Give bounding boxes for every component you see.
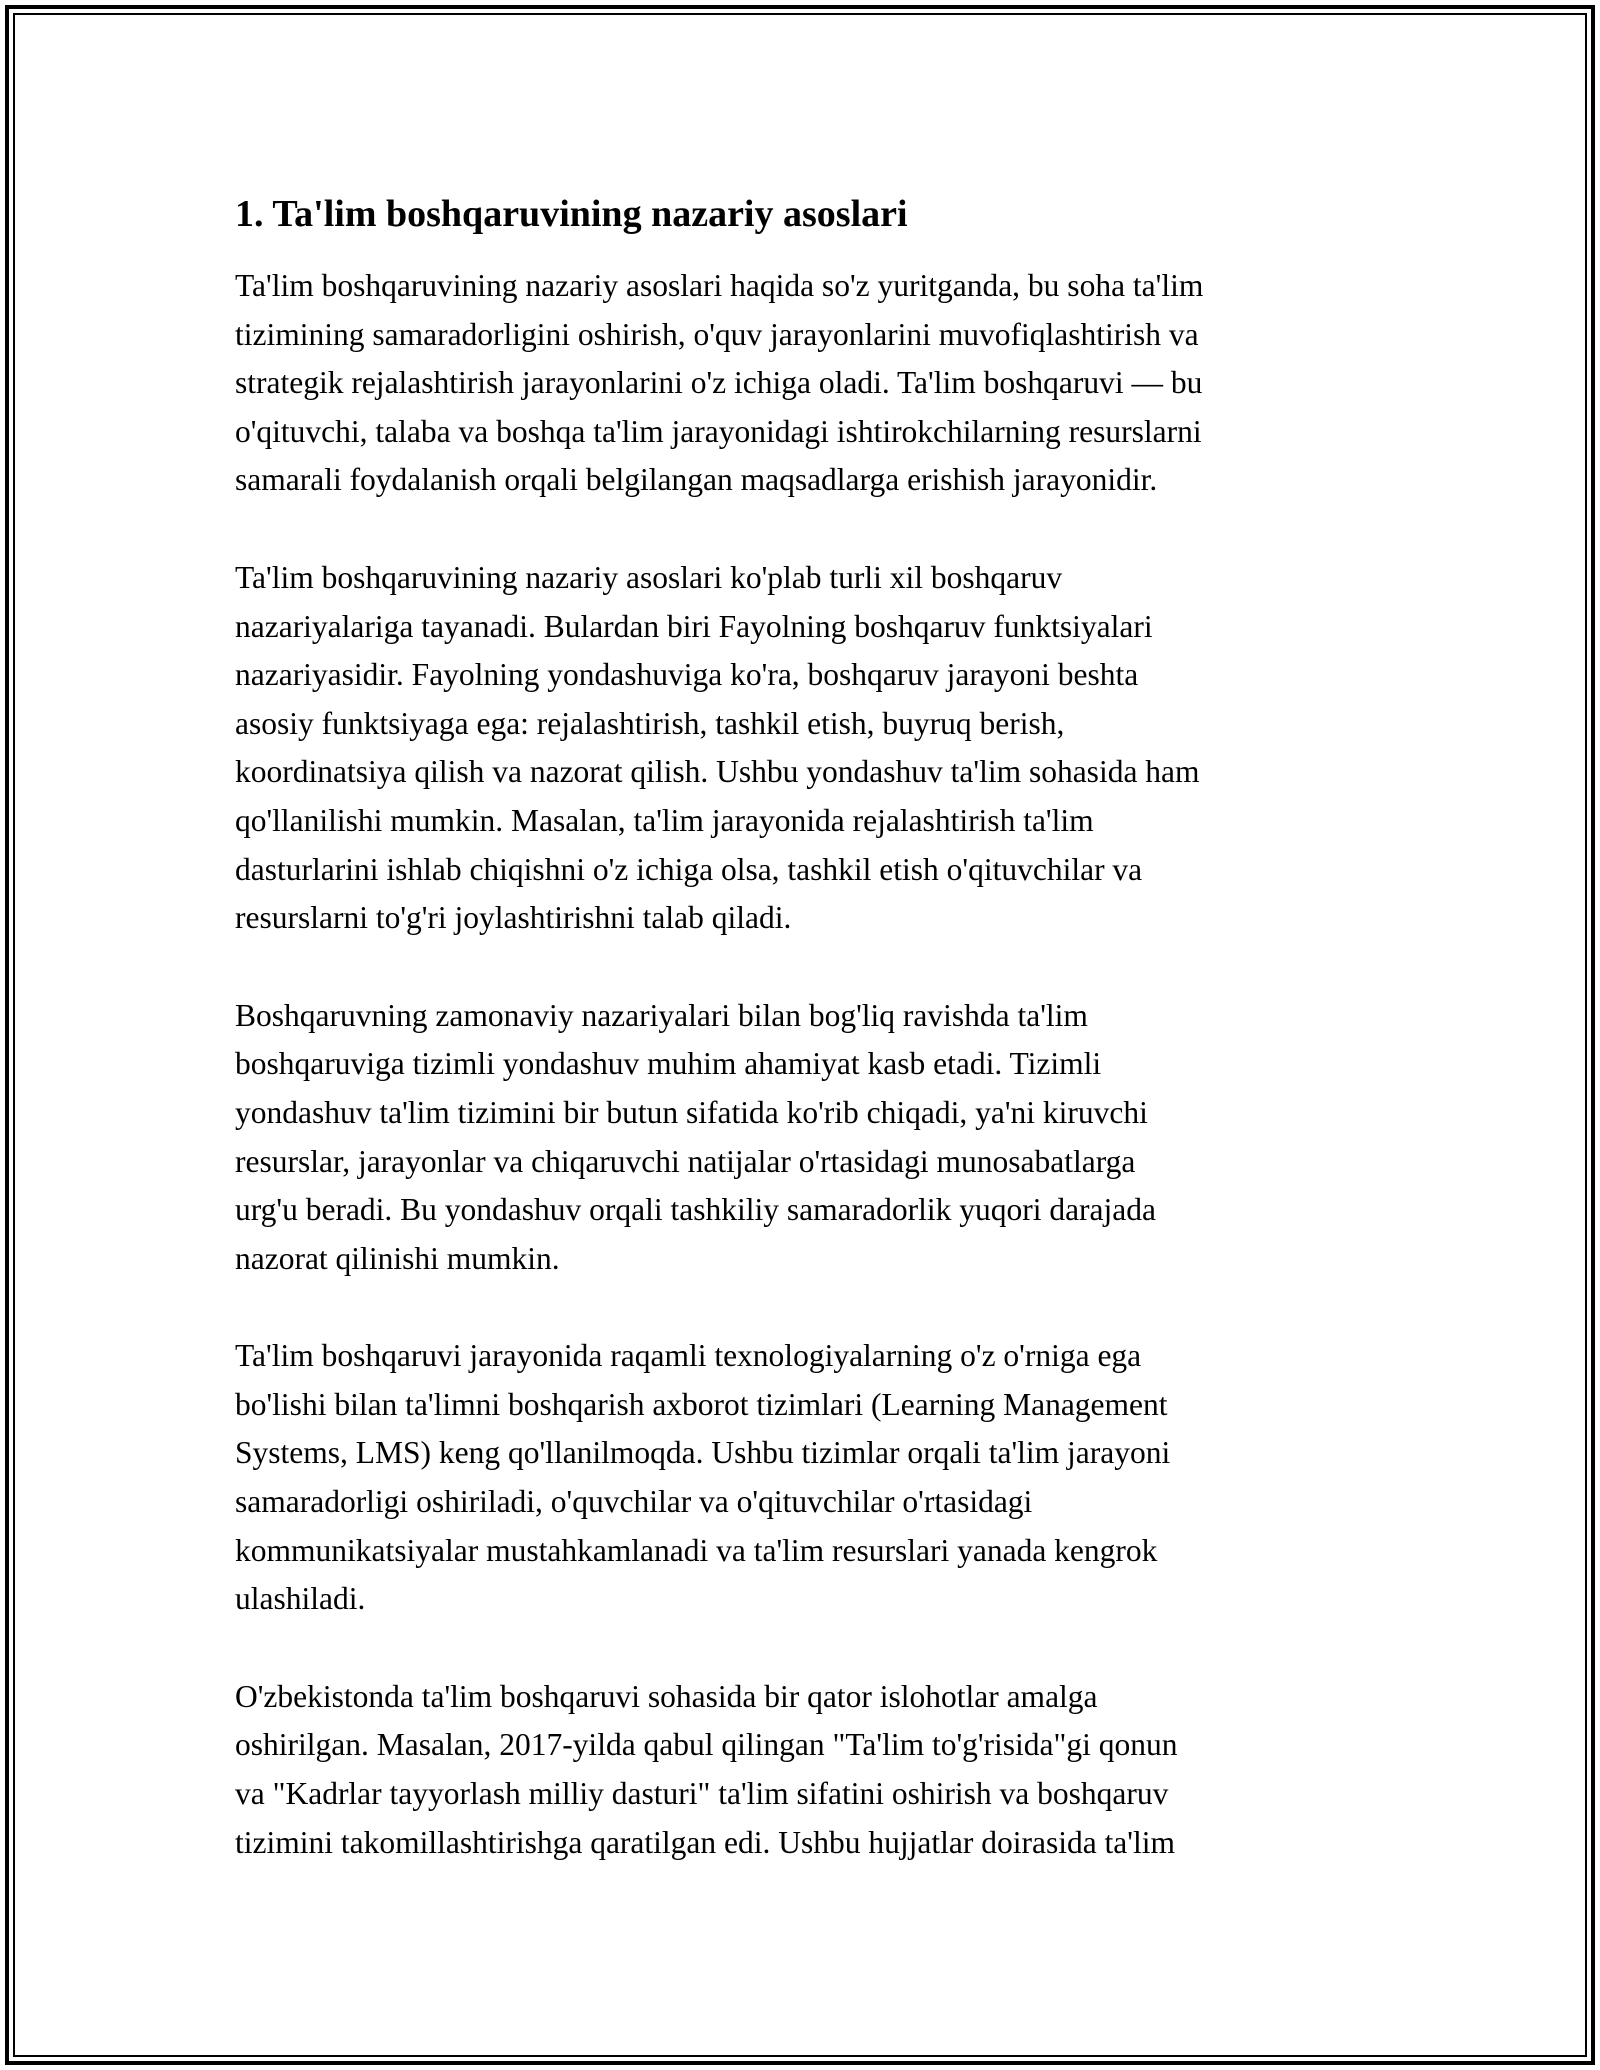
text-line: tizimining samaradorligini oshirish, o'quv jarayonlarini muvofiqlashtirish va [235,316,1199,352]
paragraph-4 [235,1332,1385,1624]
text-line: nazariyasidir. Fayolning yondashuviga ko'ra, boshqaruv jarayoni beshta [235,657,1139,693]
text-line: Ta'lim boshqaruvi jarayonida raqamli texnologiyalarning o'z o'rniga ega [235,1338,1142,1374]
text-line: boshqaruviga tizimli yondashuv muhim ahamiyat kasb etadi. Tizimli [235,1046,1102,1082]
text-line: yondashuv ta'lim tizimini bir butun sifatida ko'rib chiqadi, ya'ni kiruvchi [235,1094,1148,1130]
section-heading: 1. Ta'lim boshqaruvining nazariy asoslari [235,193,908,235]
text-line: oshirilgan. Masalan, 2017-yilda qabul qilingan "Ta'lim to'g'risida"gi qonun [235,1727,1178,1763]
text-line: koordinatsiya qilish va nazorat qilish. Ushbu yondashuv ta'lim sohasida ham [235,754,1200,790]
text-line: Ta'lim boshqaruvining nazariy asoslari haqida so'z yuritganda, bu soha ta'lim [235,268,1204,303]
text-line: resurslarni to'g'ri joylashtirishni talab qiladi. [235,900,792,936]
text-line: qo'llanilishi mumkin. Masalan, ta'lim jarayonida rejalashtirish ta'lim [235,802,1094,838]
document-body [235,186,1385,1916]
text-line: O'zbekistonda ta'lim boshqaruvi sohasida bir qator islohotlar amalga [235,1678,1098,1714]
text-line: nazorat qilinishi mumkin. [235,1240,560,1276]
text-line: kommunikatsiyalar mustahkamlanadi va ta'lim resurslari yanada kengrok [235,1532,1158,1568]
text-line: nazariyalariga tayanadi. Bulardan biri Fayolning boshqaruv funktsiyalari [235,608,1153,644]
text-line: samarali foydalanish orqali belgilangan maqsadlarga erishish jarayonidir. [235,462,1158,498]
text-line: Systems, LMS) keng qo'llanilmoqda. Ushbu tizimlar orqali ta'lim jarayoni [235,1435,1171,1471]
text-line: dasturlarini ishlab chiqishni o'z ichiga olsa, tashkil etish o'qituvchilar va [235,851,1143,887]
text-line: bo'lishi bilan ta'limni boshqarish axborot tizimlari (Learning Management [235,1386,1168,1422]
text-line: ulashiladi. [235,1581,366,1617]
paragraph-3 [235,992,1385,1284]
text-line: tizimini takomillashtirishga qaratilgan edi. Ushbu hujjatlar doirasida ta'lim [235,1824,1175,1860]
text-line: Ta'lim boshqaruvining nazariy asoslari ko'plab turli xil boshqaruv [235,559,1063,595]
paragraph-1 [235,262,1385,505]
paragraph-2 [235,554,1385,943]
text-line: urg'u beradi. Bu yondashuv orqali tashkiliy samaradorlik yuqori darajada [235,1192,1156,1228]
text-line: va "Kadrlar tayyorlash milliy dasturi" ta'lim sifatini oshirish va boshqaruv [235,1776,1169,1812]
text-line: resurslar, jarayonlar va chiqaruvchi natijalar o'rtasidagi munosabatlarga [235,1143,1136,1179]
text-line: Boshqaruvning zamonaviy nazariyalari bilan bog'liq ravishda ta'lim [235,997,1088,1033]
text-line: strategik rejalashtirish jarayonlarini o'z ichiga oladi. Ta'lim boshqaruvi — bu [235,365,1203,401]
text-line: samaradorligi oshiriladi, o'quvchilar va o'qituvchilar o'rtasidagi [235,1484,1033,1520]
text-line: asosiy funktsiyaga ega: rejalashtirish, tashkil etish, buyruq berish, [235,705,1065,741]
paragraph-5 [235,1673,1385,1867]
text-line: o'qituvchi, talaba va boshqa ta'lim jarayonidagi ishtirokchilarning resurslarni [235,413,1202,449]
